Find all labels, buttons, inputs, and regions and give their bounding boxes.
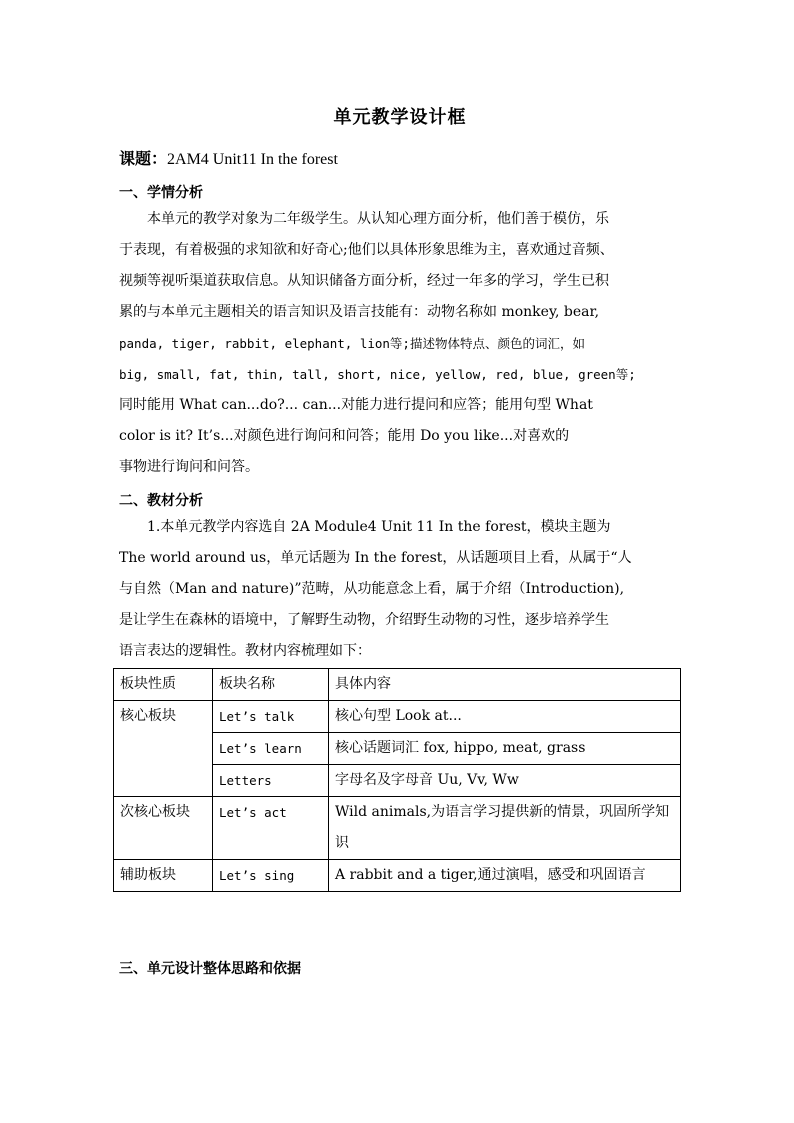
table-header-cell: 板块名称 xyxy=(213,669,329,701)
paragraph-line: The world around us，单元话题为 In the forest，从话题项目上看，从属于“人 xyxy=(119,550,632,566)
section1-heading: 一、学情分析 xyxy=(119,185,203,201)
paragraph-line: 于表现，有着极强的求知欲和好奇心;他们以具体形象思维为主，喜欢通过音频、 xyxy=(119,242,614,258)
table-cell-type: 次核心板块 xyxy=(114,797,213,860)
table-cell-content: Wild animals,为语言学习提供新的情景，巩固所学知识 xyxy=(329,797,681,860)
paragraph-line: 累的与本单元主题相关的语言知识及语言技能有：动物名称如 monkey, bear, xyxy=(119,304,600,320)
paragraph-line: big, small, fat, thin, tall, short, nice, yellow, red, blue, green等; xyxy=(119,367,636,382)
section3-heading: 三、单元设计整体思路和依据 xyxy=(119,961,301,977)
paragraph-line: 本单元的教学对象为二年级学生。从认知心理方面分析，他们善于模仿，乐 xyxy=(147,211,609,227)
table-header-row xyxy=(114,669,681,701)
table-header-cell: 具体内容 xyxy=(329,669,681,701)
section2-paragraph xyxy=(119,512,681,667)
paragraph-line: color is it? It’s...对颜色进行询问和问答；能用 Do you like...对喜欢的 xyxy=(119,428,570,444)
table-row xyxy=(114,797,681,860)
table-row xyxy=(114,860,681,892)
table-cell-type: 辅助板块 xyxy=(114,860,213,892)
table-cell-content: 核心句型 Look at... xyxy=(329,701,681,733)
paragraph-line: 语言表达的逻辑性。教材内容梳理如下： xyxy=(119,643,371,659)
table-cell-name: Let’s learn xyxy=(213,733,329,765)
table-cell-type: 核心板块 xyxy=(114,701,213,797)
paragraph-line: 与自然（Man and nature)”范畴，从功能意念上看，属于介绍（Introduction), xyxy=(119,581,625,597)
content-table xyxy=(113,668,681,892)
table-cell-content: A rabbit and a tiger,通过演唱，感受和巩固语言 xyxy=(329,860,681,892)
table-cell-content: 核心话题词汇 fox, hippo, meat, grass xyxy=(329,733,681,765)
paragraph-line: 事物进行询问和问答。 xyxy=(119,459,259,475)
section2-heading: 二、教材分析 xyxy=(119,493,203,509)
table-cell-name: Let’s sing xyxy=(213,860,329,892)
lesson-label: 课题： xyxy=(119,149,168,168)
section1-paragraph xyxy=(119,204,681,483)
table-row xyxy=(114,701,681,733)
lesson-line xyxy=(119,146,338,169)
paragraph-line: 1.本单元教学内容选自 2A Module4 Unit 11 In the forest，模块主题为 xyxy=(147,519,611,535)
paragraph-line: 视频等视听渠道获取信息。从知识储备方面分析，经过一年多的学习，学生已积 xyxy=(119,273,609,289)
lesson-value: 2AM4 Unit11 In the forest xyxy=(167,151,338,168)
table-cell-name: Letters xyxy=(213,765,329,797)
paragraph-line: 同时能用 What can...do?... can...对能力进行提问和应答；能用句型 What xyxy=(119,397,593,413)
table-cell-content: 字母名及字母音 Uu, Vv, Ww xyxy=(329,765,681,797)
table-cell-name: Let’s talk xyxy=(213,701,329,733)
table-cell-name: Let’s act xyxy=(213,797,329,860)
table-header-cell: 板块性质 xyxy=(114,669,213,701)
paragraph-line: 是让学生在森林的语境中，了解野生动物，介绍野生动物的习性，逐步培养学生 xyxy=(119,612,609,628)
document-title: 单元教学设计框 xyxy=(333,107,467,128)
paragraph-line: panda, tiger, rabbit, elephant, lion等;描述物体特点、颜色的词汇，如 xyxy=(119,336,585,351)
